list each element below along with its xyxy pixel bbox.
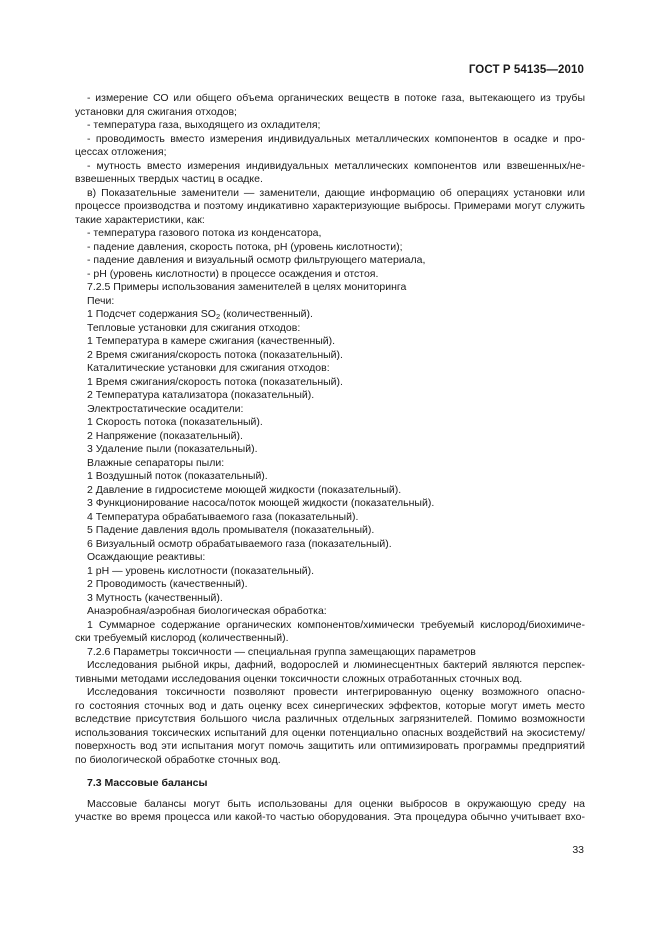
- so2-subscript: 2: [215, 312, 221, 321]
- text-line: го состояния сточных вод и дать оценку всех синергических эффектов, которые могут иметь место: [75, 699, 585, 712]
- text-line: Влажные сепараторы пыли:: [87, 456, 225, 469]
- text-line: использования токсических испытаний для оценки потенциально опасных воздействий на экосистему/: [75, 726, 585, 739]
- text-line: - проводимость вместо измерения индивидуальных металлических компонентов в осадке и про-: [87, 132, 585, 145]
- document-body: [75, 92, 585, 825]
- so2-text-after: (количественный).: [220, 308, 313, 320]
- text-line: Электростатические осадители:: [87, 402, 244, 415]
- so2-text: 1 Подсчет содержания SO: [87, 308, 216, 320]
- text-line: - измерение СО или общего объема органических веществ в потоке газа, вытекающего из трубы: [87, 92, 585, 104]
- text-line: 2 Время сжигания/скорость потока (показательный).: [87, 348, 343, 361]
- text-line: поверхность вод эти испытания могут помочь защитить или оптимизировать программы предприятий: [75, 740, 585, 752]
- text-line: 2 Температура катализатора (показательный).: [87, 389, 315, 401]
- text-line: 1 pH — уровень кислотности (показательный).: [87, 564, 315, 577]
- text-line: - падение давления и визуальный осмотр фильтрующего материала,: [87, 254, 426, 266]
- text-line: Каталитические установки для сжигания отходов:: [87, 362, 330, 374]
- text-line: 1 Время сжигания/скорость потока (показательный).: [87, 375, 343, 388]
- section-title: 7.3 Массовые балансы: [87, 777, 208, 789]
- page-number: 33: [572, 844, 584, 856]
- text-line: участке во время процесса или какой-то частью оборудования. Эта процедура обычно учитывает вхо-: [75, 811, 585, 823]
- text-line: 3 Удаление пыли (показательный).: [87, 443, 258, 455]
- text-line: 1 Воздушный поток (показательный).: [87, 470, 268, 482]
- text-line: цессах отложения;: [75, 146, 167, 158]
- text-line: 3 Мутность (качественный).: [87, 591, 223, 604]
- text-line: Исследования рыбной икры, дафний, водорослей и люминесцентных бактерий являются перспек-: [87, 659, 585, 671]
- text-line: Печи:: [87, 294, 115, 307]
- text-line: установки для сжигания отходов;: [75, 105, 237, 118]
- text-line: 2 Давление в гидросистеме моющей жидкости (показательный).: [87, 483, 402, 496]
- text-line: 3 Функционирование насоса/поток моющей жидкости (показательный).: [87, 497, 435, 509]
- text-line: 1 Скорость потока (показательный).: [87, 416, 263, 428]
- text-line: Исследования токсичности позволяют провести интегрированную оценку возможного опасно-: [87, 686, 585, 698]
- text-line: взвешенных твердых частиц в осадке.: [75, 173, 263, 185]
- text-line: 2 Напряжение (показательный).: [87, 429, 243, 442]
- text-line: 7.2.6 Параметры токсичности — специальная группа замещающих параметров: [87, 645, 476, 658]
- text-line: Осаждающие реактивы:: [87, 551, 206, 563]
- text-line: Тепловые установки для сжигания отходов:: [87, 321, 301, 334]
- text-line: [75, 308, 585, 322]
- text-line: - температура газового потока из конденсатора,: [87, 227, 322, 239]
- text-line: процессе производства и поэтому индикативно характеризующие выбросы. Примерами могут служить: [75, 200, 585, 212]
- text-line: в) Показательные заменители — заменители, дающие информацию об операциях установки или: [87, 186, 585, 199]
- text-line: 1 Суммарное содержание органических компонентов/химически требуемый кислород/биохимиче-: [87, 618, 585, 631]
- text-line: 6 Визуальный осмотр обрабатываемого газа (показательный).: [87, 537, 392, 550]
- text-line: - мутность вместо измерения индивидуальных металлических компонентов или взвешенных/не-: [87, 159, 585, 172]
- text-line: 1 Температура в камере сжигания (качественный).: [87, 335, 336, 347]
- text-line: - pH (уровень кислотности) в процессе осаждения и отстоя.: [87, 267, 379, 280]
- text-line: ски требуемый кислород (количественный).: [75, 632, 289, 644]
- text-line: по биологической обработке сточных вод.: [75, 753, 281, 766]
- text-line: Массовые балансы могут быть использованы для оценки выбросов в окружающую среду на: [87, 797, 585, 810]
- document-header: ГОСТ Р 54135—2010: [468, 64, 584, 76]
- text-line: 5 Падение давления вдоль промывателя (показательный).: [87, 524, 375, 536]
- text-line: 2 Проводимость (качественный).: [87, 578, 248, 590]
- text-line: 4 Температура обрабатываемого газа (показательный).: [87, 510, 359, 523]
- text-line: тивными методами исследования оценки токсичности сложных отработанных сточных вод.: [75, 672, 523, 685]
- text-line: Анаэробная/аэробная биологическая обработка:: [87, 605, 327, 617]
- text-line: - температура газа, выходящего из охладителя;: [87, 119, 321, 131]
- text-line: вследствие присутствия большого числа различных отдельных загрязнителей. Помимо возможности: [75, 713, 585, 725]
- text-line: такие характеристики, как:: [75, 213, 205, 226]
- text-line: - падение давления, скорость потока, pH (уровень кислотности);: [87, 240, 403, 253]
- text-line: 7.2.5 Примеры использования заменителей в целях мониторинга: [87, 281, 407, 293]
